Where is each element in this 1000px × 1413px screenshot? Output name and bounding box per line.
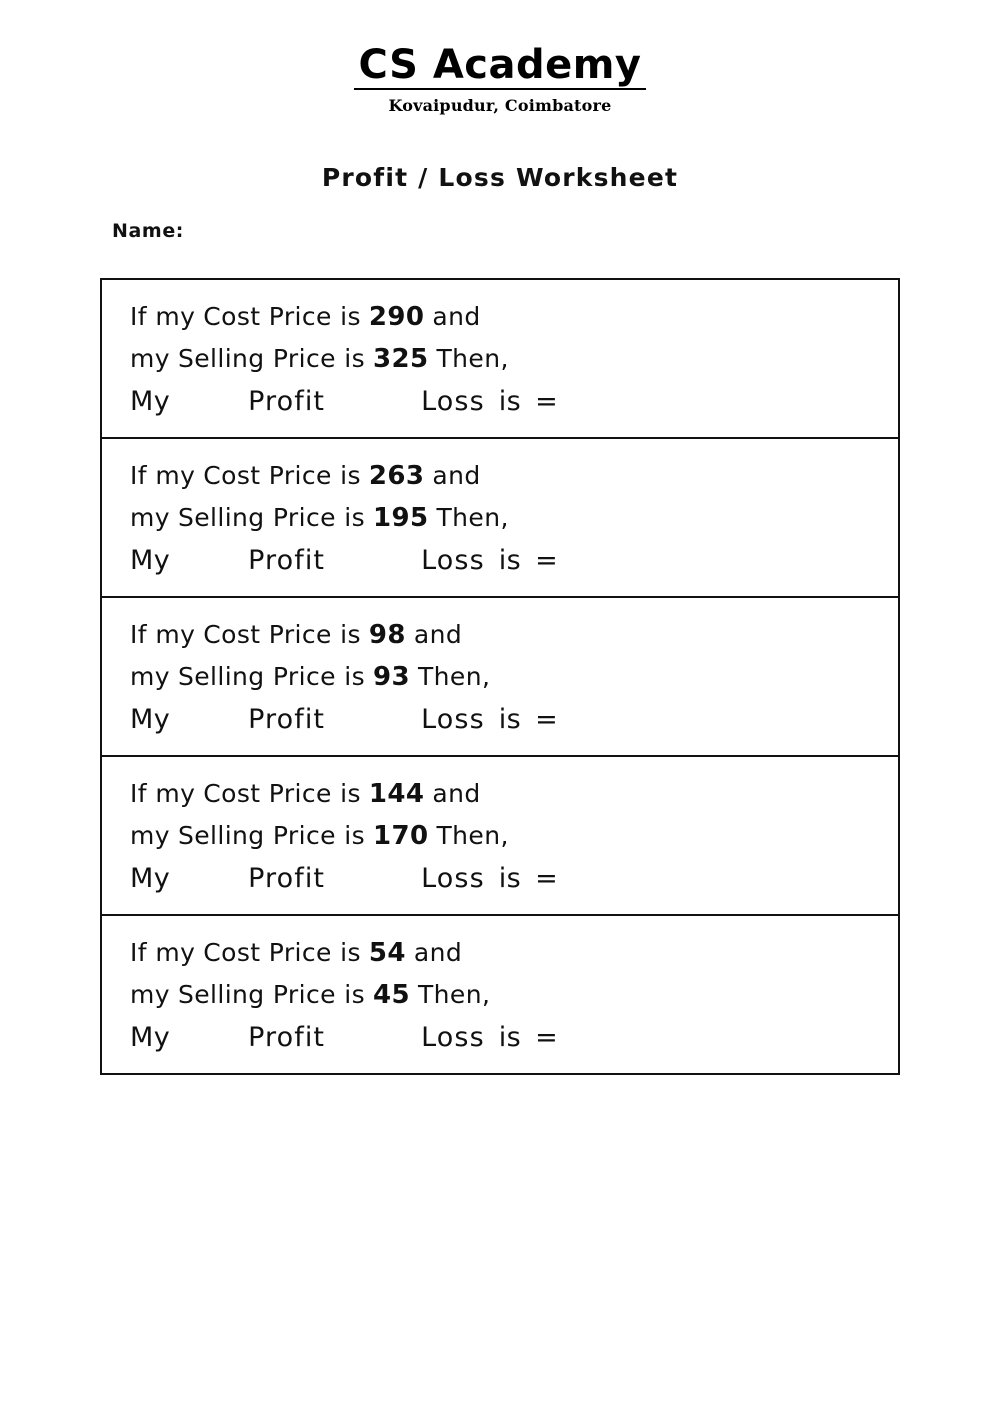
label-my-cap: My [130, 863, 171, 894]
label-cost-price-is: Cost Price is [203, 620, 361, 649]
label-and: and [413, 938, 463, 967]
label-if-my: If my [130, 302, 196, 331]
selling-price-value: 170 [373, 821, 429, 851]
label-my-cap: My [130, 545, 171, 576]
label-cost-price-is: Cost Price is [203, 461, 361, 490]
problem-line-3 [130, 706, 898, 733]
label-my: my [130, 821, 170, 850]
label-my: my [130, 503, 170, 532]
problem-line-3 [130, 1024, 898, 1051]
label-loss: Loss [421, 863, 485, 894]
problem-line-1 [130, 463, 898, 489]
label-selling-price-is: Selling Price is [177, 503, 366, 532]
label-profit: Profit [248, 386, 326, 417]
label-is: is [498, 386, 522, 417]
label-equals: = [535, 545, 559, 576]
label-and: and [432, 779, 481, 808]
problem-line-2 [130, 664, 898, 690]
selling-price-value: 45 [373, 980, 410, 1010]
label-cost-price-is: Cost Price is [203, 302, 361, 331]
problem-row [102, 598, 898, 757]
selling-price-value: 195 [373, 503, 429, 533]
label-equals: = [535, 863, 559, 894]
problem-row [102, 916, 898, 1073]
label-is: is [498, 1022, 522, 1053]
name-label: Name: [112, 220, 185, 242]
label-my-cap: My [130, 1022, 171, 1053]
label-is: is [498, 863, 522, 894]
problem-line-2 [130, 346, 898, 372]
label-profit: Profit [248, 704, 326, 735]
label-cost-price-is: Cost Price is [203, 779, 361, 808]
cost-price-value: 144 [368, 779, 425, 809]
page-title: Profit / Loss Worksheet [321, 163, 679, 192]
problem-line-3 [130, 547, 898, 574]
label-is: is [498, 704, 522, 735]
label-then: Then, [418, 662, 491, 691]
label-my: my [130, 344, 170, 373]
label-and: and [413, 620, 463, 649]
problem-line-2 [130, 982, 898, 1008]
label-if-my: If my [130, 620, 196, 649]
label-and: and [432, 461, 481, 490]
label-equals: = [535, 704, 559, 735]
label-profit: Profit [248, 1022, 326, 1053]
label-equals: = [535, 1022, 559, 1053]
problem-line-1 [130, 622, 898, 648]
cost-price-value: 263 [368, 461, 425, 491]
problems-table [100, 278, 900, 1075]
problem-line-3 [130, 865, 898, 892]
problem-line-2 [130, 823, 898, 849]
problem-line-1 [130, 781, 898, 807]
label-then: Then, [436, 503, 509, 532]
label-my-cap: My [130, 704, 171, 735]
cost-price-value: 54 [368, 938, 406, 968]
label-if-my: If my [130, 461, 196, 490]
problem-line-1 [130, 304, 898, 330]
label-then: Then, [436, 821, 509, 850]
problem-row [102, 439, 898, 598]
label-and: and [432, 302, 481, 331]
problem-line-3 [130, 388, 898, 415]
label-my-cap: My [130, 386, 171, 417]
label-profit: Profit [248, 545, 326, 576]
school-location: Kovaipudur, Coimbatore [388, 96, 612, 115]
label-cost-price-is: Cost Price is [203, 938, 361, 967]
cost-price-value: 98 [368, 620, 406, 650]
label-equals: = [535, 386, 559, 417]
page-header [0, 0, 1000, 115]
cost-price-value: 290 [368, 302, 425, 332]
label-profit: Profit [248, 863, 326, 894]
label-selling-price-is: Selling Price is [177, 980, 366, 1009]
label-loss: Loss [421, 386, 485, 417]
label-selling-price-is: Selling Price is [177, 344, 366, 373]
selling-price-value: 93 [373, 662, 410, 692]
label-selling-price-is: Selling Price is [177, 821, 366, 850]
school-name: CS Academy [354, 44, 645, 90]
label-then: Then, [418, 980, 491, 1009]
label-selling-price-is: Selling Price is [177, 662, 366, 691]
selling-price-value: 325 [373, 344, 429, 374]
problem-line-2 [130, 505, 898, 531]
label-my: my [130, 662, 170, 691]
label-then: Then, [436, 344, 509, 373]
problem-row [102, 757, 898, 916]
label-loss: Loss [421, 704, 485, 735]
label-if-my: If my [130, 938, 196, 967]
label-loss: Loss [421, 545, 485, 576]
problem-row [102, 280, 898, 439]
label-if-my: If my [130, 779, 196, 808]
problem-line-1 [130, 940, 898, 966]
label-my: my [130, 980, 170, 1009]
label-loss: Loss [421, 1022, 485, 1053]
label-is: is [498, 545, 522, 576]
